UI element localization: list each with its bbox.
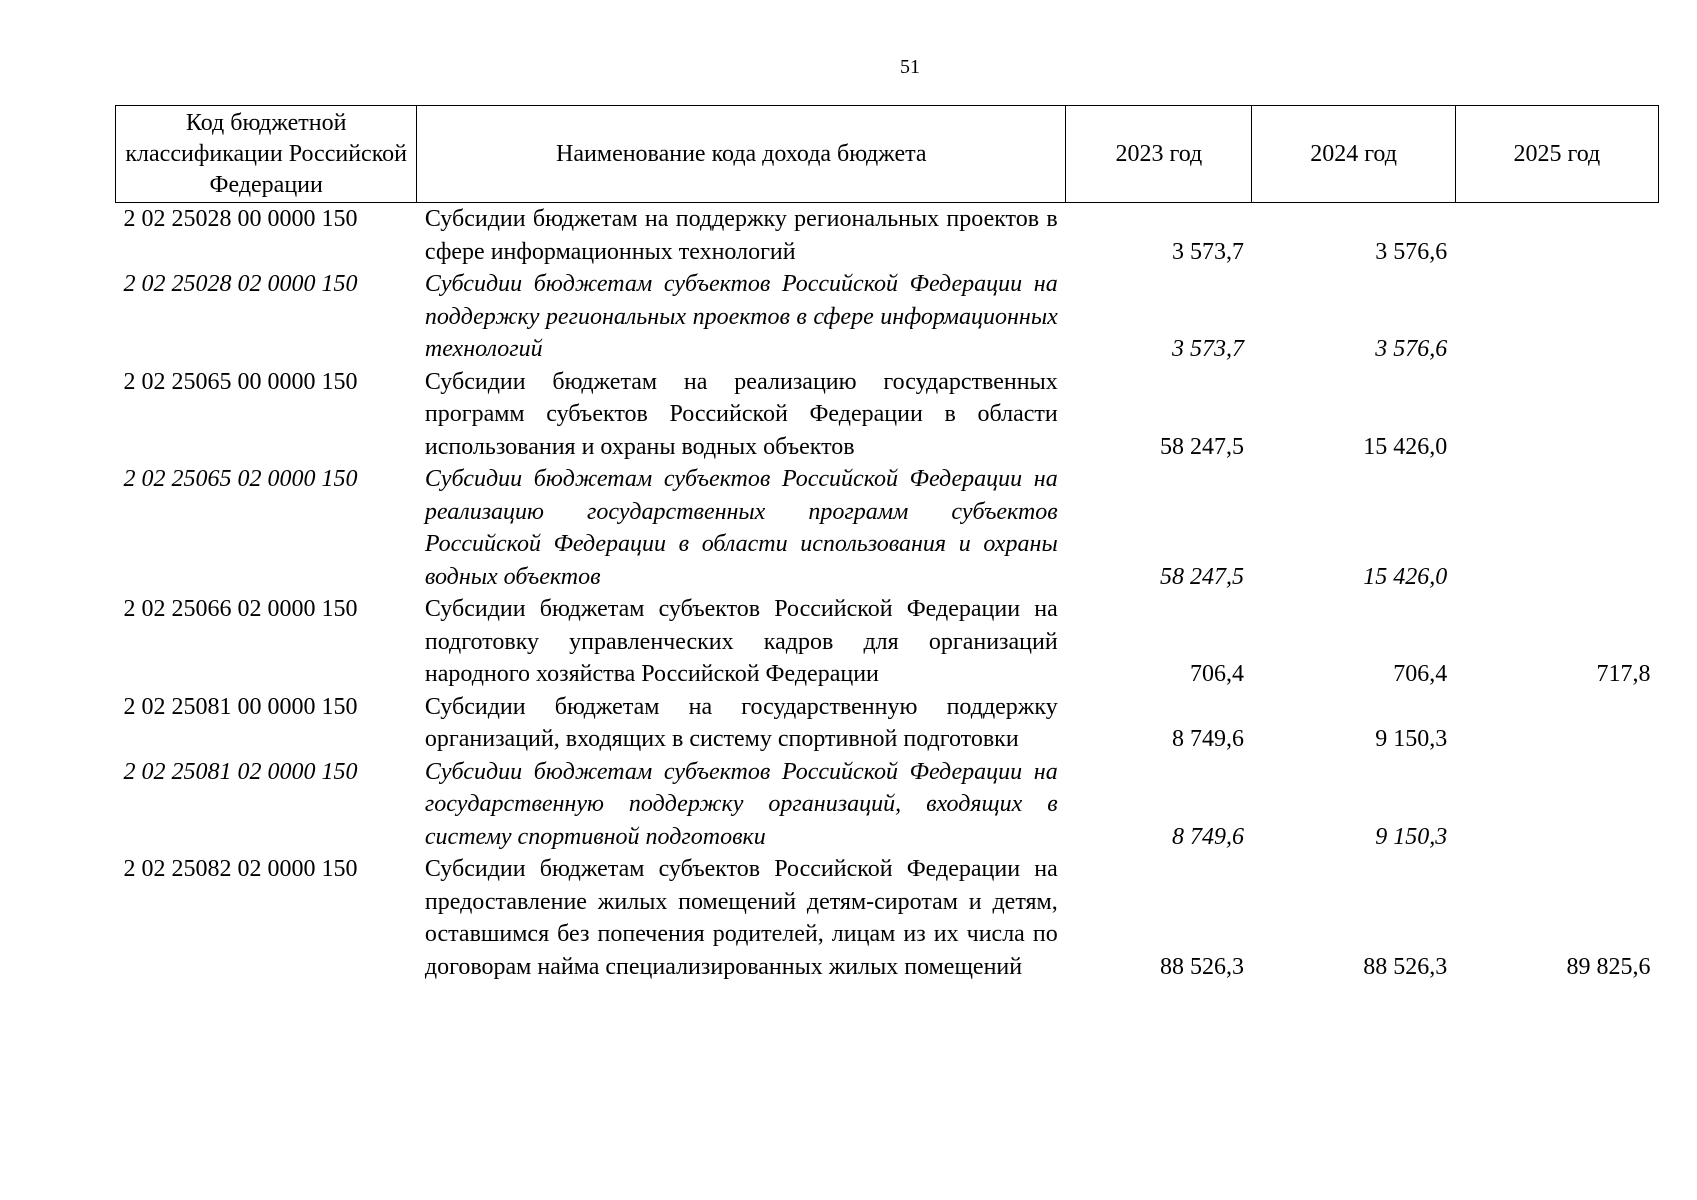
row-value-2024: 88 526,3 bbox=[1363, 953, 1448, 980]
row-value-2024: 3 576,6 bbox=[1375, 238, 1448, 265]
row-value-2024: 3 576,6 bbox=[1375, 336, 1448, 362]
budget-revenue-table bbox=[115, 105, 1659, 983]
row-value-2024: 15 426,0 bbox=[1363, 433, 1448, 460]
table-row bbox=[116, 593, 1659, 691]
row-value-2025 bbox=[1455, 756, 1658, 854]
row-value-2025 bbox=[1455, 268, 1658, 366]
header-2024: 2024 год bbox=[1252, 106, 1455, 203]
row-code: 2 02 25028 02 0000 150 bbox=[123, 271, 358, 297]
row-value-2025 bbox=[1455, 366, 1658, 464]
row-value-2025 bbox=[1455, 691, 1658, 756]
row-code: 2 02 25081 02 0000 150 bbox=[123, 758, 358, 785]
row-value-2024: 15 426,0 bbox=[1363, 563, 1448, 590]
table-row bbox=[116, 268, 1659, 366]
row-code: 2 02 25028 00 0000 150 bbox=[123, 206, 358, 232]
header-2025: 2025 год bbox=[1455, 106, 1658, 203]
table-row bbox=[116, 853, 1659, 983]
row-code: 2 02 25065 00 0000 150 bbox=[123, 368, 358, 395]
row-code: 2 02 25065 02 0000 150 bbox=[123, 466, 358, 492]
page-number: 51 bbox=[900, 56, 920, 78]
row-value-2023: 8 749,6 bbox=[1171, 823, 1244, 850]
table-row bbox=[116, 463, 1659, 593]
row-value-2024: 9 150,3 bbox=[1375, 823, 1448, 850]
row-name: Субсидии бюджетам субъектов Российской Федерации на реализацию государственных программ субъектов Российской Федерации в области использования и охраны водных объектов bbox=[424, 466, 1058, 590]
row-value-2023: 3 573,7 bbox=[1171, 336, 1244, 362]
row-value-2025: 89 825,6 bbox=[1566, 953, 1651, 980]
header-code: Код бюджетной классификации Российской Федерации bbox=[116, 106, 417, 203]
row-value-2023: 58 247,5 bbox=[1159, 433, 1244, 460]
table-row bbox=[116, 366, 1659, 464]
row-value-2025 bbox=[1455, 463, 1658, 593]
row-value-2023: 8 749,6 bbox=[1171, 726, 1244, 752]
row-name: Субсидии бюджетам субъектов Российской Федерации на предоставление жилых помещений детям-сиротам и детям, оставшимся без попечения родителей, лицам из их числа по договорам найма специализированных жилых помещений bbox=[424, 856, 1058, 980]
table-row bbox=[116, 203, 1659, 269]
header-2023: 2023 год bbox=[1066, 106, 1252, 203]
row-value-2023: 706,4 bbox=[1189, 661, 1244, 687]
row-value-2023: 88 526,3 bbox=[1159, 953, 1244, 980]
row-name: Субсидии бюджетам на государственную поддержку организаций, входящих в систему спортивной подготовки bbox=[424, 693, 1058, 752]
table-row bbox=[116, 691, 1659, 756]
row-value-2023: 58 247,5 bbox=[1159, 563, 1244, 590]
row-code: 2 02 25081 00 0000 150 bbox=[123, 693, 358, 720]
table-row bbox=[116, 756, 1659, 854]
row-value-2025: 717,8 bbox=[1596, 661, 1651, 687]
table-header-row bbox=[116, 106, 1659, 203]
row-code: 2 02 25082 02 0000 150 bbox=[123, 856, 358, 882]
row-name: Субсидии бюджетам субъектов Российской Федерации на государственную поддержку организаций, входящих в систему спортивной подготовки bbox=[424, 758, 1058, 850]
row-name: Субсидии бюджетам на поддержку региональных проектов в сфере информационных технологий bbox=[424, 206, 1058, 265]
row-value-2024: 9 150,3 bbox=[1375, 726, 1448, 752]
row-name: Субсидии бюджетам субъектов Российской Федерации на поддержку региональных проектов в сфере информационных технологий bbox=[424, 271, 1058, 362]
row-value-2023: 3 573,7 bbox=[1171, 238, 1244, 265]
row-value-2025 bbox=[1455, 203, 1658, 269]
row-name: Субсидии бюджетам на реализацию государственных программ субъектов Российской Федерации в области использования и охраны водных объектов bbox=[424, 368, 1058, 460]
header-name: Наименование кода дохода бюджета bbox=[417, 106, 1066, 203]
row-code: 2 02 25066 02 0000 150 bbox=[123, 596, 358, 622]
row-name: Субсидии бюджетам субъектов Российской Федерации на подготовку управленческих кадров для организаций народного хозяйства Российской Федерации bbox=[424, 596, 1058, 687]
row-value-2024: 706,4 bbox=[1393, 661, 1448, 687]
